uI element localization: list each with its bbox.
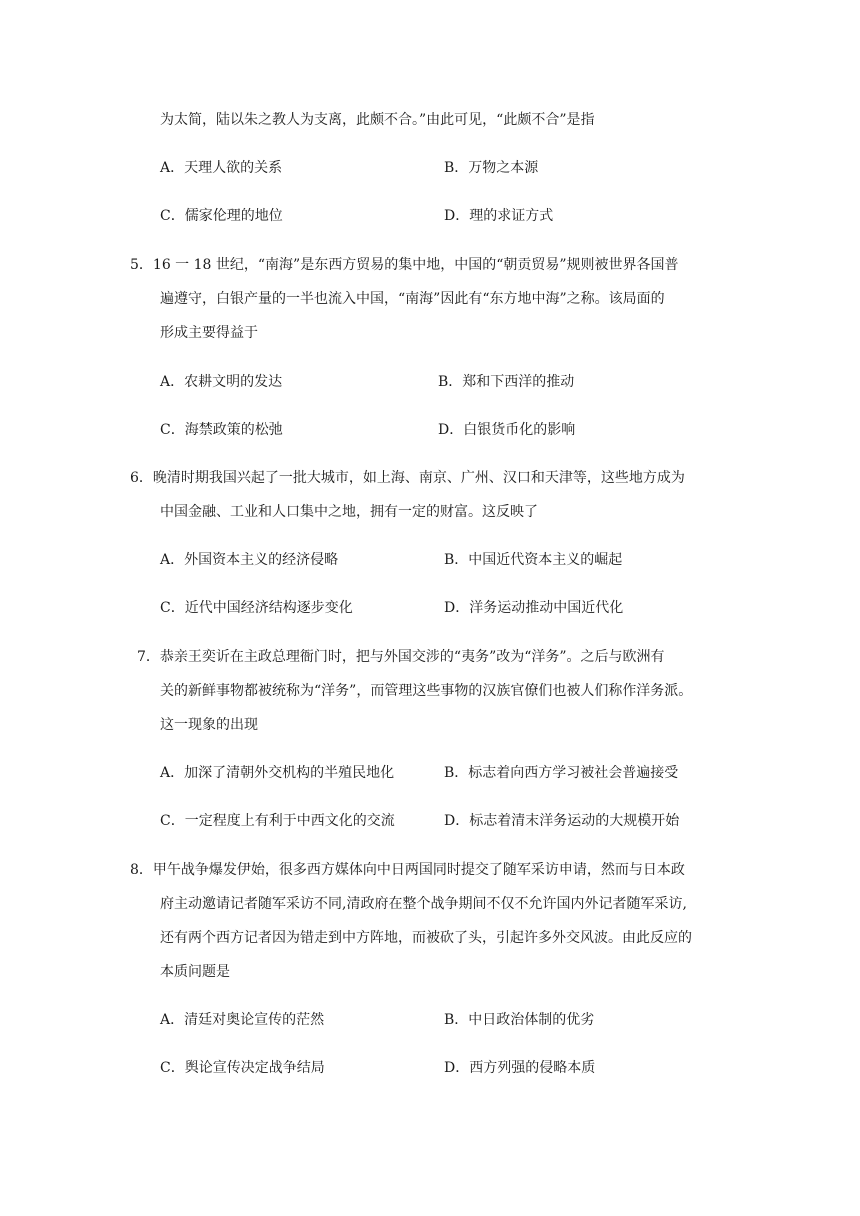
q7-option-b: B．标志着向西方学习被社会普遍接受 xyxy=(444,765,679,781)
q8-stem-line-2: 府主动邀请记者随军采访不同,清政府在整个战争期间不仅不允许国内外记者随军采访, xyxy=(160,896,687,912)
q6-stem-line-2: 中国金融、工业和人口集中之地，拥有一定的财富。这反映了 xyxy=(160,504,538,520)
q8-stem-line-4: 本质问题是 xyxy=(160,964,230,980)
q8-option-a: A．清廷对奥论宣传的茫然 xyxy=(160,1012,325,1028)
q7-stem-line-1: 7．恭亲王奕䜣在主政总理衙门时，把与外国交涉的“夷务”改为“洋务”。之后与欧洲有 xyxy=(137,649,665,665)
q7-stem-line-2: 关的新鲜事物都被统称为“洋务”，而管理这些事物的汉族官僚们也被人们称作洋务派。 xyxy=(160,683,693,699)
q5-option-b: B．郑和下西洋的推动 xyxy=(438,374,575,390)
q6-stem-line-1: 6．晚清时期我国兴起了一批大城市，如上海、南京、广州、汉口和天津等，这些地方成为 xyxy=(130,470,685,486)
q4-option-a: A．天理人欲的关系 xyxy=(160,160,283,176)
q7-stem-line-3: 这一现象的出现 xyxy=(160,717,258,733)
q5-option-d: D．白银货币化的影响 xyxy=(438,422,576,438)
q8-option-c: C．舆论宣传决定战争结局 xyxy=(160,1060,325,1076)
q7-option-c: C．一定程度上有利于中西文化的交流 xyxy=(160,813,395,829)
q8-option-b: B．中日政治体制的优劣 xyxy=(444,1012,595,1028)
q5-option-c: C．海禁政策的松弛 xyxy=(160,422,283,438)
q6-option-a: A．外国资本主义的经济侵略 xyxy=(160,552,339,568)
q5-stem-line-1: 5．16 一 18 世纪，“南海”是东西方贸易的集中地，中国的“朝贡贸易”规则被世界各国普 xyxy=(130,257,679,273)
q7-option-d: D．标志着清末洋务运动的大规模开始 xyxy=(444,813,680,829)
q6-option-b: B．中国近代资本主义的崛起 xyxy=(444,552,623,568)
q5-stem-line-3: 形成主要得益于 xyxy=(160,325,258,341)
q4-stem-continuation: 为太简，陆以朱之教人为支离，此颇不合。”由此可见，“此颇不合”是指 xyxy=(160,112,595,128)
q4-option-c: C．儒家伦理的地位 xyxy=(160,208,283,224)
q5-stem-line-2: 遍遵守，白银产量的一半也流入中国，“南海”因此有“东方地中海”之称。该局面的 xyxy=(160,291,665,307)
q8-option-d: D．西方列强的侵略本质 xyxy=(444,1060,596,1076)
q5-option-a: A．农耕文明的发达 xyxy=(160,374,283,390)
q6-option-c: C．近代中国经济结构逐步变化 xyxy=(160,600,353,616)
q4-option-b: B．万物之本源 xyxy=(444,160,539,176)
q8-stem-line-3: 还有两个西方记者因为错走到中方阵地，而被砍了头，引起许多外交风波。由此反应的 xyxy=(160,930,692,946)
q4-option-d: D．理的求证方式 xyxy=(444,208,554,224)
q6-option-d: D．洋务运动推动中国近代化 xyxy=(444,600,624,616)
q8-stem-line-1: 8．甲午战争爆发伊始，很多西方媒体向中日两国同时提交了随军采访申请，然而与日本政 xyxy=(130,862,685,878)
q7-option-a: A．加深了清朝外交机构的半殖民地化 xyxy=(160,765,395,781)
